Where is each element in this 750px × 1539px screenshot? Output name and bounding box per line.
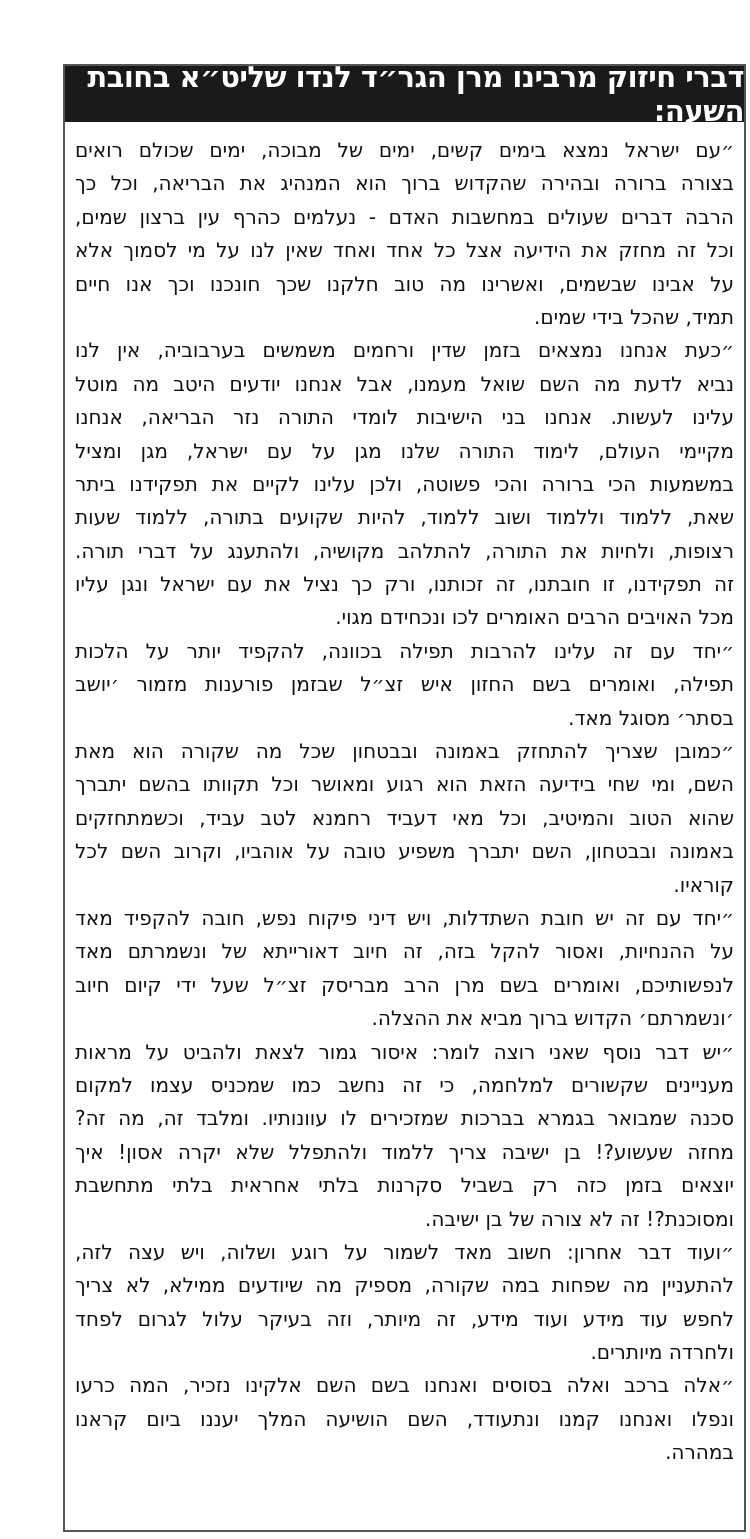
text-line: הרבה דברים שעולים במחשבות האדם - נעלמים כהרף עין ברצון שמים, (75, 204, 734, 229)
text-line: במשמעות הכי ברורה והכי פשוטה, ולכן עלינו לקיים את תפקידנו ביתר (75, 471, 734, 496)
text-line: וכל זה מחזק את הידיעה אצל כל אחד ואחד שאין לנו על מי לסמוך אלא (75, 238, 734, 263)
text-line: ״יחד עם זה עלינו להרבות תפילה בכוונה, להקפיד יותר על הלכות (75, 638, 734, 663)
article-paragraph (75, 1036, 734, 1236)
article-paragraph (75, 902, 734, 1036)
text-line: ״יש דבר נוסף שאני רוצה לומר: איסור גמור לצאת ולהביט על מראות (75, 1039, 734, 1064)
text-line: מכל האויבים הרבים האומרים לכו ונכחידם מגוי. (335, 605, 734, 630)
text-line: בצורה ברורה ובהירה שהקדוש ברוך הוא המנהיג את הבריאה, וכל כך (75, 171, 734, 196)
text-line: מקיימי העולם, לימוד התורה שלנו מגן על עם ישראל, מגן ומציל (75, 438, 734, 463)
text-line: תפילה, ואומרים בשם החזון איש זצ״ל שבזמן פורענות מזמור ׳יושב (75, 672, 734, 697)
text-line: ומסוכנת?! זה לא צורה של בן ישיבה. (424, 1206, 734, 1231)
text-line: ״כעת אנחנו נמצאים בזמן שדין ורחמים משמשים בערבוביה, אין לנו (75, 338, 734, 363)
text-line: על ההנחיות, ואסור להקל בזה, זה חיוב דאורייתא של ונשמרתם מאד (75, 939, 734, 964)
text-line: השם, ומי שחי בידיעה הזאת הוא רגוע ומאושר וכל תקוותו בהשם יתברך (75, 772, 734, 797)
article-paragraph (75, 134, 734, 334)
text-line: ׳ונשמרתם׳ הקדוש ברוך מביא את ההצלה. (371, 1006, 734, 1031)
text-line: עלינו לעשות. אנחנו בני הישיבות לומדי התורה נזר הבריאה, אנחנו (75, 405, 734, 430)
text-line: לחפש עוד מידע ועוד מידע, זה מיותר, וזה בעיקר עלול לגרום לפחד (75, 1306, 734, 1331)
article-paragraph (75, 334, 734, 635)
text-line: יוצאים בזמן כזה רק בשביל סקרנות בלתי אחראית בלתי מתחשבת (75, 1173, 734, 1198)
text-line: שאת, ללמוד וללמוד ושוב ללמוד, להיות שקועים בתורה, ללמוד שעות (75, 505, 734, 530)
article-paragraph (75, 635, 734, 735)
text-line: מעניינים שקשורים למלחמה, כי זה נחשב כמו שמכניס עצמו למקום (75, 1072, 734, 1097)
text-line: באמונה ובבטחון, השם יתברך משפיע טובה על אוהביו, וקרוב השם לכל (75, 839, 734, 864)
text-line: להתעניין מה שפחות במה שקורה, מספיק מה שיודעים ממילא, לא צריך (75, 1273, 734, 1298)
text-line: ״אלה ברכב ואלה בסוסים ואנחנו בשם השם אלקינו נזכיר, המה כרעו (75, 1373, 734, 1398)
article-headline: דברי חיזוק מרבינו מרן הגר״ד לנדו שליט״א בחובת השעה: (65, 66, 744, 122)
text-line: על אבינו שבשמים, ואשרינו מה טוב חלקנו שכך חונכנו וכך אנו חיים (75, 271, 734, 296)
text-line: שהוא הטוב והמיטיב, וכל מאי דעביד רחמנא לטב עביד, וכשמתחזקים (75, 805, 734, 830)
text-line: במהרה. (665, 1440, 734, 1465)
article-paragraph (75, 735, 734, 902)
text-line: תמיד, שהכל בידי שמים. (533, 304, 734, 329)
article-body (65, 122, 744, 1470)
text-line: ולחרדה מיותרים. (590, 1340, 734, 1365)
article-paragraph (75, 1236, 734, 1370)
text-line: זה תפקידנו, זו חובתנו, זה זכותנו, ורק כך נציל את עם ישראל ונגן עליו (75, 572, 734, 597)
text-line: ונפלו ואנחנו קמנו ונתעודד, השם הושיעה המלך יעננו ביום קראנו (75, 1406, 734, 1431)
text-line: מחזה שעשוע?! בן ישיבה צריך ללמוד ולהתפלל שלא יקרה אסון! איך (75, 1139, 734, 1164)
text-line: ״ועוד דבר אחרון: חשוב מאד לשמור על רוגע ושלוה, ויש עצה לזה, (75, 1239, 734, 1264)
article-paragraph (75, 1369, 734, 1469)
text-line: רצופות, ולחיות את התורה, להתלהב מקושיה, ולהתענג על דברי תורה. (75, 538, 734, 563)
text-line: סכנה שמבואר בגמרא בברכות שמזכירים לו עוונותיו. ומלבד זה, מה זה? (75, 1106, 734, 1131)
text-line: לנפשותיכם, ואומרים בשם מרן הרב מבריסק זצ״ל שעל ידי קיום חיוב (75, 972, 734, 997)
text-line: ״יחד עם זה יש חובת השתדלות, ויש דיני פיקוח נפש, חובה להקפיד מאד (75, 905, 734, 930)
text-line: ״עם ישראל נמצא בימים קשים, ימים של מבוכה, ימים שכולם רואים (75, 138, 734, 162)
text-line: ״כמובן שצריך להתחזק באמונה ובבטחון שכל מה שקורה הוא מאת (75, 739, 734, 764)
text-line: קוראיו. (673, 872, 734, 897)
text-line: בסתר׳ מסוגל מאד. (568, 705, 734, 730)
article-box (63, 60, 746, 1532)
text-line: נביא לדעת מה השם שואל מעמנו, אבל אנחנו יודעים היטב מה מוטל (75, 371, 734, 396)
